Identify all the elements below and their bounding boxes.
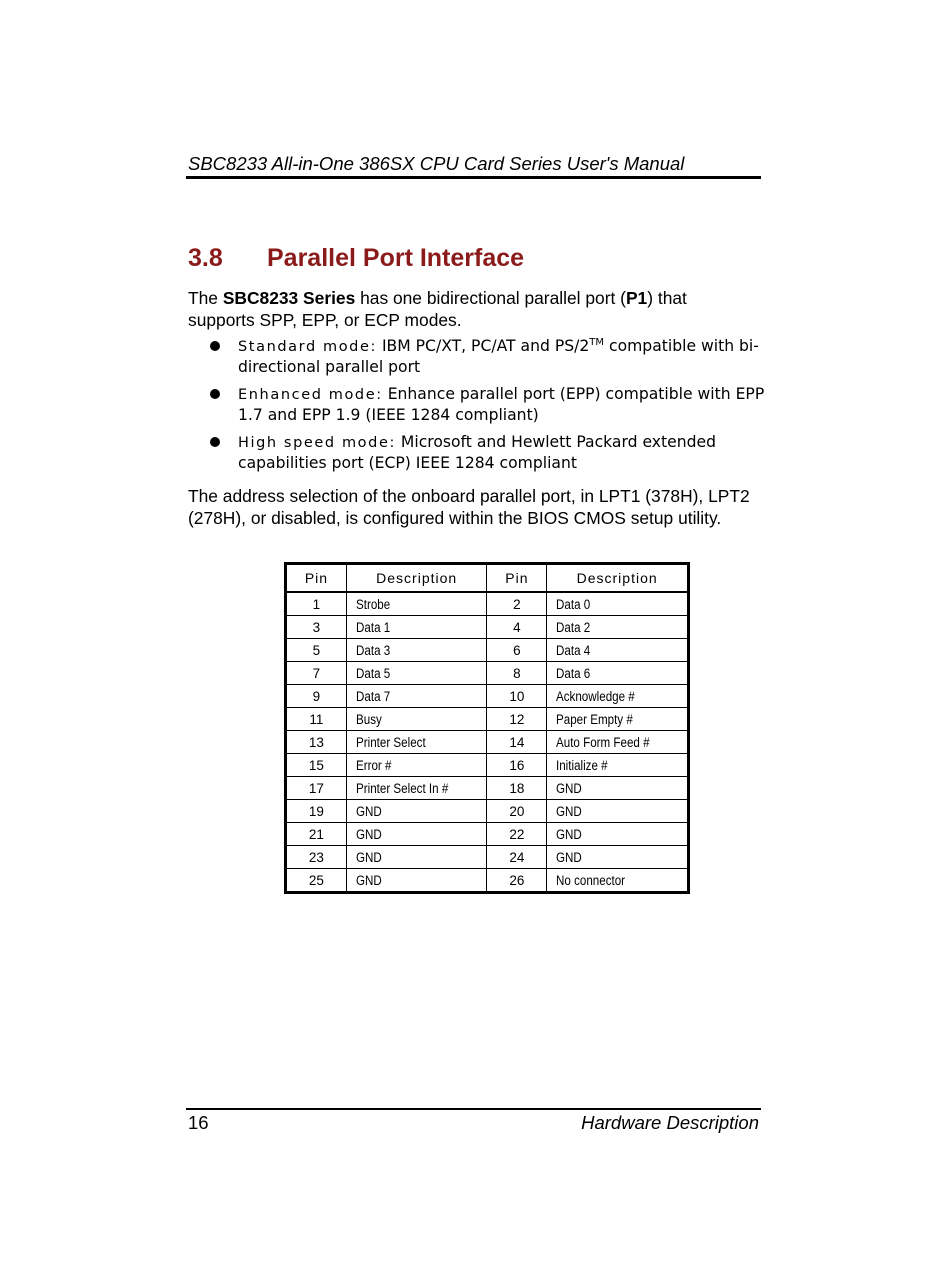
list-item xyxy=(210,432,770,473)
signal-description-cell xyxy=(346,800,487,823)
pin-number-cell: 2 xyxy=(487,592,547,616)
signal-description-text: Printer Select In # xyxy=(355,780,449,796)
pin-number-cell: 12 xyxy=(487,708,547,731)
table-header-row xyxy=(286,564,689,593)
signal-description-text: Data 2 xyxy=(556,619,591,635)
signal-description-cell xyxy=(547,685,689,708)
pin-assignment-table xyxy=(284,562,690,894)
signal-description-cell xyxy=(346,592,487,616)
pin-number-cell: 15 xyxy=(286,754,347,777)
pin-number-cell: 25 xyxy=(286,869,347,893)
pin-number-cell: 3 xyxy=(286,616,347,639)
signal-description-text: Paper Empty # xyxy=(556,711,634,727)
trademark-superscript: TM xyxy=(589,336,605,348)
signal-description-cell xyxy=(346,754,487,777)
table-row xyxy=(286,685,689,708)
signal-description-text: GND xyxy=(355,849,382,865)
pin-number-cell: 17 xyxy=(286,777,347,800)
signal-description-cell xyxy=(346,777,487,800)
mode-description-cont: compatible with bi-directional parallel port xyxy=(238,337,759,376)
signal-description-cell xyxy=(346,616,487,639)
table-row xyxy=(286,869,689,893)
signal-description-cell xyxy=(346,823,487,846)
signal-description-text: Data 0 xyxy=(556,596,591,612)
pin-number-cell: 26 xyxy=(487,869,547,893)
list-item xyxy=(210,384,770,425)
table-row xyxy=(286,639,689,662)
signal-description-text: GND xyxy=(556,826,583,842)
table-row xyxy=(286,800,689,823)
signal-description-text: Acknowledge # xyxy=(556,688,636,704)
pin-number-cell: 9 xyxy=(286,685,347,708)
bullet-icon xyxy=(210,341,220,351)
signal-description-cell xyxy=(547,846,689,869)
page-number: 16 xyxy=(188,1112,209,1133)
pin-number-cell: 19 xyxy=(286,800,347,823)
signal-description-text: GND xyxy=(355,872,382,888)
section-heading xyxy=(188,244,524,273)
bullet-icon xyxy=(210,389,220,399)
column-header-description: Description xyxy=(346,564,487,593)
signal-description-cell xyxy=(547,662,689,685)
column-header-pin: Pin xyxy=(286,564,347,593)
mode-description: Microsoft and Hewlett Packard extended capabilities port (ECP) IEEE 1284 compliant xyxy=(238,433,716,472)
pin-number-cell: 14 xyxy=(487,731,547,754)
signal-description-cell xyxy=(547,708,689,731)
signal-description-cell xyxy=(346,846,487,869)
pin-number-cell: 6 xyxy=(487,639,547,662)
column-header-pin: Pin xyxy=(487,564,547,593)
signal-description-text: GND xyxy=(355,826,382,842)
section-title: Parallel Port Interface xyxy=(267,244,525,272)
signal-description-text: Busy xyxy=(355,711,382,727)
pin-number-cell: 18 xyxy=(487,777,547,800)
table-row xyxy=(286,754,689,777)
mode-list xyxy=(210,336,770,480)
signal-description-text: Data 7 xyxy=(355,688,391,704)
signal-description-cell xyxy=(346,662,487,685)
mode-description: IBM PC/XT, PC/AT and PS/2 xyxy=(376,337,590,355)
signal-description-text: Data 5 xyxy=(355,665,391,681)
pin-number-cell: 8 xyxy=(487,662,547,685)
signal-description-cell xyxy=(547,869,689,893)
pin-number-cell: 7 xyxy=(286,662,347,685)
footer-rule xyxy=(186,1108,761,1110)
signal-description-text: GND xyxy=(355,803,382,819)
pin-number-cell: 5 xyxy=(286,639,347,662)
pin-number-cell: 24 xyxy=(487,846,547,869)
table-row xyxy=(286,616,689,639)
signal-description-cell xyxy=(346,685,487,708)
bullet-icon xyxy=(210,437,220,447)
signal-description-cell xyxy=(547,777,689,800)
signal-description-cell xyxy=(547,639,689,662)
signal-description-text: GND xyxy=(556,849,583,865)
pin-number-cell: 22 xyxy=(487,823,547,846)
pin-number-cell: 1 xyxy=(286,592,347,616)
signal-description-cell xyxy=(346,708,487,731)
signal-description-text: GND xyxy=(556,780,583,796)
pin-number-cell: 20 xyxy=(487,800,547,823)
signal-description-text: Initialize # xyxy=(556,757,608,773)
table-row xyxy=(286,777,689,800)
list-item xyxy=(210,336,770,377)
table-row xyxy=(286,662,689,685)
table-row xyxy=(286,823,689,846)
pin-number-cell: 23 xyxy=(286,846,347,869)
signal-description-text: Error # xyxy=(355,757,392,773)
table-row xyxy=(286,592,689,616)
signal-description-text: GND xyxy=(556,803,583,819)
signal-description-text: No connector xyxy=(556,872,626,888)
signal-description-text: Data 6 xyxy=(556,665,591,681)
port-label: P1 xyxy=(625,288,648,308)
pin-number-cell: 16 xyxy=(487,754,547,777)
signal-description-text: Auto Form Feed # xyxy=(556,734,650,750)
signal-description-cell xyxy=(547,616,689,639)
mode-name: High speed mode: xyxy=(238,435,396,451)
mode-description: Enhance parallel port (EPP) compatible with EPP 1.7 and EPP 1.9 (IEEE 1284 compliant) xyxy=(238,385,765,424)
mode-name: Standard mode: xyxy=(238,339,377,355)
signal-description-text: Data 4 xyxy=(556,642,591,658)
section-number: 3.8 xyxy=(188,244,223,272)
table-row xyxy=(286,846,689,869)
intro-prefix: The xyxy=(188,288,223,308)
address-paragraph: The address selection of the onboard parallel port, in LPT1 (378H), LPT2 (278H), or disabled, is configured within the BIOS CMOS setup utility. xyxy=(188,486,750,528)
signal-description-cell xyxy=(547,800,689,823)
signal-description-cell xyxy=(346,869,487,893)
footer-section-name: Hardware Description xyxy=(581,1112,759,1133)
pin-number-cell: 10 xyxy=(487,685,547,708)
pin-number-cell: 11 xyxy=(286,708,347,731)
signal-description-text: Data 1 xyxy=(355,619,391,635)
pin-number-cell: 4 xyxy=(487,616,547,639)
signal-description-cell xyxy=(547,754,689,777)
signal-description-cell xyxy=(547,592,689,616)
mode-name: Enhanced mode: xyxy=(238,387,383,403)
signal-description-text: Printer Select xyxy=(355,734,426,750)
intro-suffix: ) that supports SPP, EPP, or ECP modes. xyxy=(188,288,687,330)
signal-description-cell xyxy=(346,639,487,662)
pin-number-cell: 13 xyxy=(286,731,347,754)
column-header-description: Description xyxy=(547,564,689,593)
intro-paragraph xyxy=(188,287,748,331)
running-header-title: SBC8233 All-in-One 386SX CPU Card Series User's Manual xyxy=(188,153,685,174)
signal-description-text: Data 3 xyxy=(355,642,391,658)
table-row xyxy=(286,708,689,731)
signal-description-text: Strobe xyxy=(355,596,391,612)
intro-middle: has one bidirectional parallel port ( xyxy=(355,288,626,308)
signal-description-cell xyxy=(346,731,487,754)
product-name: SBC8233 Series xyxy=(222,288,356,308)
signal-description-cell xyxy=(547,823,689,846)
table-row xyxy=(286,731,689,754)
pin-number-cell: 21 xyxy=(286,823,347,846)
header-rule xyxy=(186,176,761,179)
signal-description-cell xyxy=(547,731,689,754)
